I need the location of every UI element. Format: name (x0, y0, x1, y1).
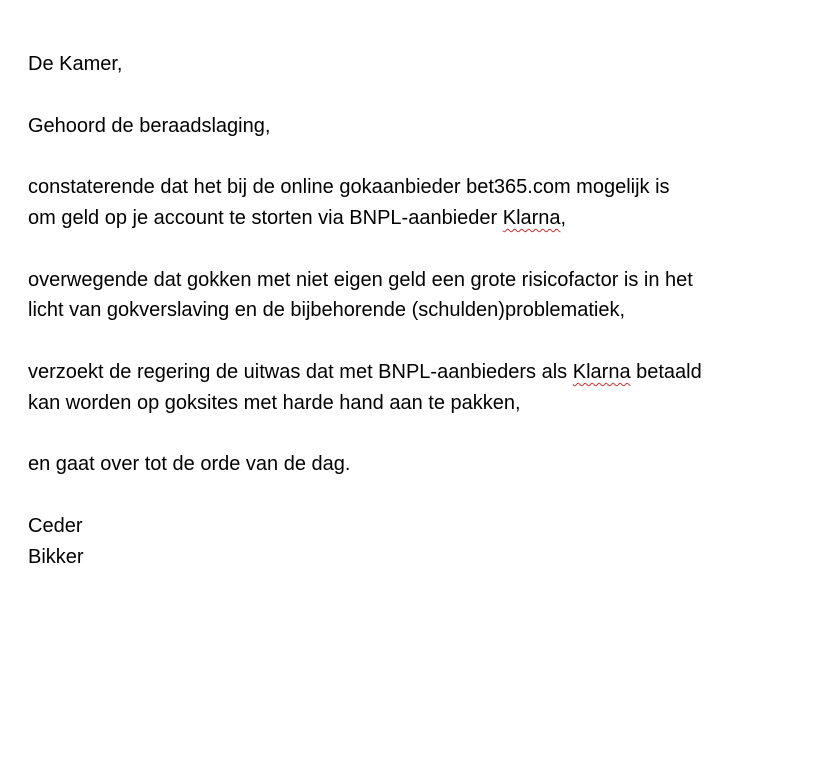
preamble: Gehoord de beraadslaging, (28, 114, 271, 137)
request-line-2: kan worden op goksites met harde hand aan te pakken, (28, 391, 521, 414)
weighing-line-2: licht van gokverslaving en de bijbehorende (schulden)problematiek, (28, 299, 626, 322)
weighing-paragraph (28, 265, 808, 327)
request-line-1-end: betaald (630, 360, 702, 383)
considering-paragraph (28, 172, 808, 234)
request-line-1-text: verzoekt de regering de uitwas dat met BNPL-aanbieders als (28, 360, 573, 383)
salutation: De Kamer, (28, 53, 123, 75)
spellcheck-flagged-word[interactable]: Klarna (502, 206, 561, 229)
considering-line-2-end: , (560, 206, 567, 229)
signatory: Bikker (28, 545, 84, 568)
signatories (28, 511, 808, 573)
request-paragraph (28, 357, 808, 419)
considering-line-2 (28, 203, 808, 234)
considering-line-2-text: om geld op je account te storten via BNPL-aanbieder (28, 206, 503, 229)
motion-document (28, 49, 808, 573)
weighing-line-1: overwegende dat gokken met niet eigen geld een grote risicofactor is in het (28, 268, 693, 291)
considering-line-1: constaterende dat het bij de online gokaanbieder bet365.com mogelijk is (28, 176, 670, 199)
request-line-1 (28, 357, 808, 388)
spellcheck-flagged-word[interactable]: Klarna (572, 360, 631, 383)
signatory: Ceder (28, 514, 83, 537)
closing-line: en gaat over tot de orde van de dag. (28, 453, 351, 476)
